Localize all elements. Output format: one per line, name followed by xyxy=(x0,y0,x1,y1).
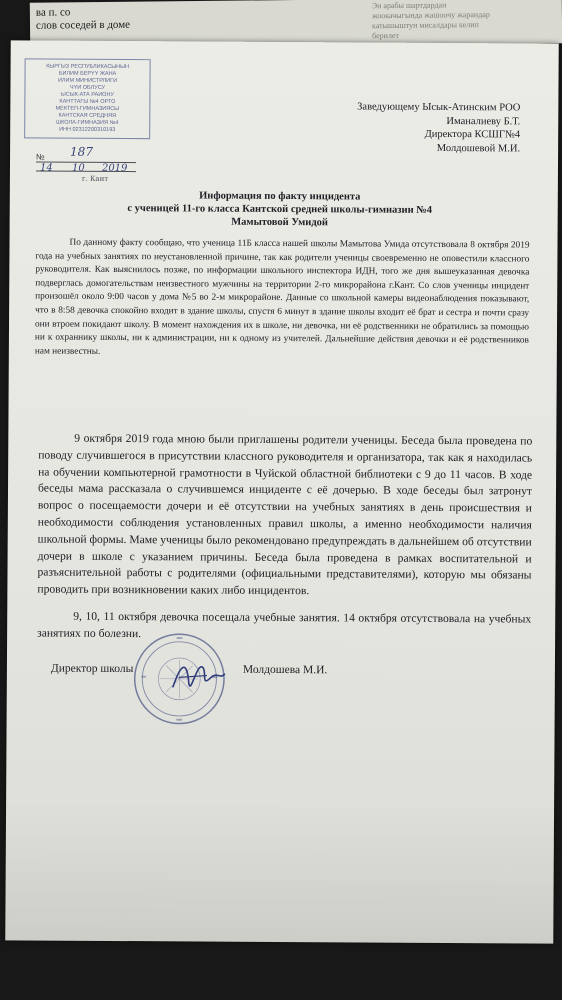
faded-line-1: Эн арабы шартдардан xyxy=(371,0,447,11)
body-section-1 xyxy=(35,236,530,361)
stamp-line: КАНТТАГЫ №4 ОРТО xyxy=(59,98,116,105)
stamp-line: БИЛИМ БЕРYY ЖАНА xyxy=(58,70,117,77)
addressee-line-3: Директора КСШГ№4 xyxy=(424,128,521,141)
title-line-3: Мамытовой Умидой xyxy=(231,216,329,229)
document-title xyxy=(80,189,480,230)
faded-line-4: берилет xyxy=(372,30,400,41)
signature-name: Молдошева М.И. xyxy=(242,663,328,677)
signature-role: Директор школы xyxy=(50,662,134,676)
number-prefix: № xyxy=(36,152,45,162)
paragraph-attendance: 9, 10, 11 октября девочка посещала учебные занятия. 14 октября отсутствовала на учебных занятиях по болезни. xyxy=(37,609,532,640)
title-line-2: с ученицей 11-го класса Кантской средней школы-гимназии №4 xyxy=(127,203,433,216)
title-line-1: Информация по факту инцидента xyxy=(199,190,361,203)
faded-line-3: катышыштун мисалдары келип xyxy=(371,20,479,31)
page-shadow xyxy=(5,800,554,943)
stamp-line: КАНТСКАЯ СРЕДНЯЯ xyxy=(58,112,117,119)
top-fragment-line-1: ва п. со xyxy=(35,6,71,19)
top-fragment-line-2: слов соседей в доме xyxy=(35,18,131,32)
top-fragment-faded-text xyxy=(372,0,522,41)
stamp-line: ЫСЫК-АТА РАЙОНУ xyxy=(60,91,114,98)
paragraph-meeting: 9 октября 2019 года мною были приглашены родители ученицы. Беседа была проведена по поводу случившегося в присутствии классного руководителя и организатора, так как я находилась на обучении компьютерной грамотности в Чуйской областной библиотеки с 9 до 11 часов. В ходе беседы мама рассказала о случившемся инциденте с её дочерью. В ходе беседы был затронут вопрос о посещаемости дочери и её отсутствии на учебных занятиях в день происшествия и необходимости соблюдения установленных правил школы, а именно необходимости наличия школьной формы. Маме ученицы было рекомендовано предупреждать в дальнейшем об отсутствии дочери в школе с указанием причины. Беседа была проведена в рамках воспитательной и разъяснительной работы с родителями (официальными представителями), которую мы обязаны проводить при возникновении каких либо инцидентов. xyxy=(37,431,533,598)
registration-number: 187 xyxy=(70,144,94,159)
stamp-line: ШКОЛА-ГИМНАЗИЯ №4 xyxy=(56,119,119,126)
addressee-block xyxy=(310,100,520,155)
faded-line-2: жоокачыгында жашоочу жарандар xyxy=(371,9,490,21)
addressee-line-2: Иманалиеву Б.Т. xyxy=(446,115,521,127)
top-fragment-text xyxy=(36,5,196,33)
registration-date-year: 2019 xyxy=(101,162,128,175)
registration-date-month: 10 xyxy=(71,162,85,174)
director-signature xyxy=(167,653,227,698)
stamp-line: ИЛИМ МИНИСТРЛИГИ xyxy=(57,77,118,84)
registration-stamp xyxy=(24,58,150,139)
registration-city: г. Кант xyxy=(81,174,109,183)
addressee-line-1: Заведующему Ысык-Атинским РОО xyxy=(357,101,521,114)
addressee-line-4: Молдошевой М.И. xyxy=(436,142,521,154)
paragraph-incident: По данному факту сообщаю, что ученица 11Б класса нашей школы Мамытова Умида отсутствовала 8 октября 2019 года на учебных занятиях по неустановленной причине, так как родители ученицы своевременно не оповестили классного руководителя. Как выяснилось позже, по информации школьного инспектора ИДН, того же дня вышеуказанная девочка подверглась домогательствам неизвестного мужчины на территории 2-го микрорайона г.Кант. Со слов ученицы инцидент произошёл около 9:00 часов у дома №5 во 2-м микрорайоне. Данные со школьной камеры видеонаблюдения показывают, что в 8:58 девочка спокойно входит в здание школы, спустя 6 минут в здание школы входит её брат и сестра и почти сразу они втроем покидают школу. В момент нахождения их в школе, ни девочка, ни её родственники не обратились за помощью ни к охраннику школы, ни к администрации, ни к одному из учителей. Дальнейшие действия девочки и её родственников нам неизвестны. xyxy=(34,237,530,357)
stamp-line: КЫРГЫЗ РЕСПУБЛИКАСЫНЫН xyxy=(46,63,130,71)
stamp-line: МЕКТЕП-ГИМНАЗИЯСЫ xyxy=(55,105,120,112)
registration-date-day: 14 xyxy=(39,162,53,174)
document-page xyxy=(5,40,558,943)
stamp-line: ИНН 02312200310193 xyxy=(59,126,116,133)
body-section-2 xyxy=(37,431,532,656)
stamp-line: ЧYЙ ОБЛУСУ xyxy=(69,84,106,91)
